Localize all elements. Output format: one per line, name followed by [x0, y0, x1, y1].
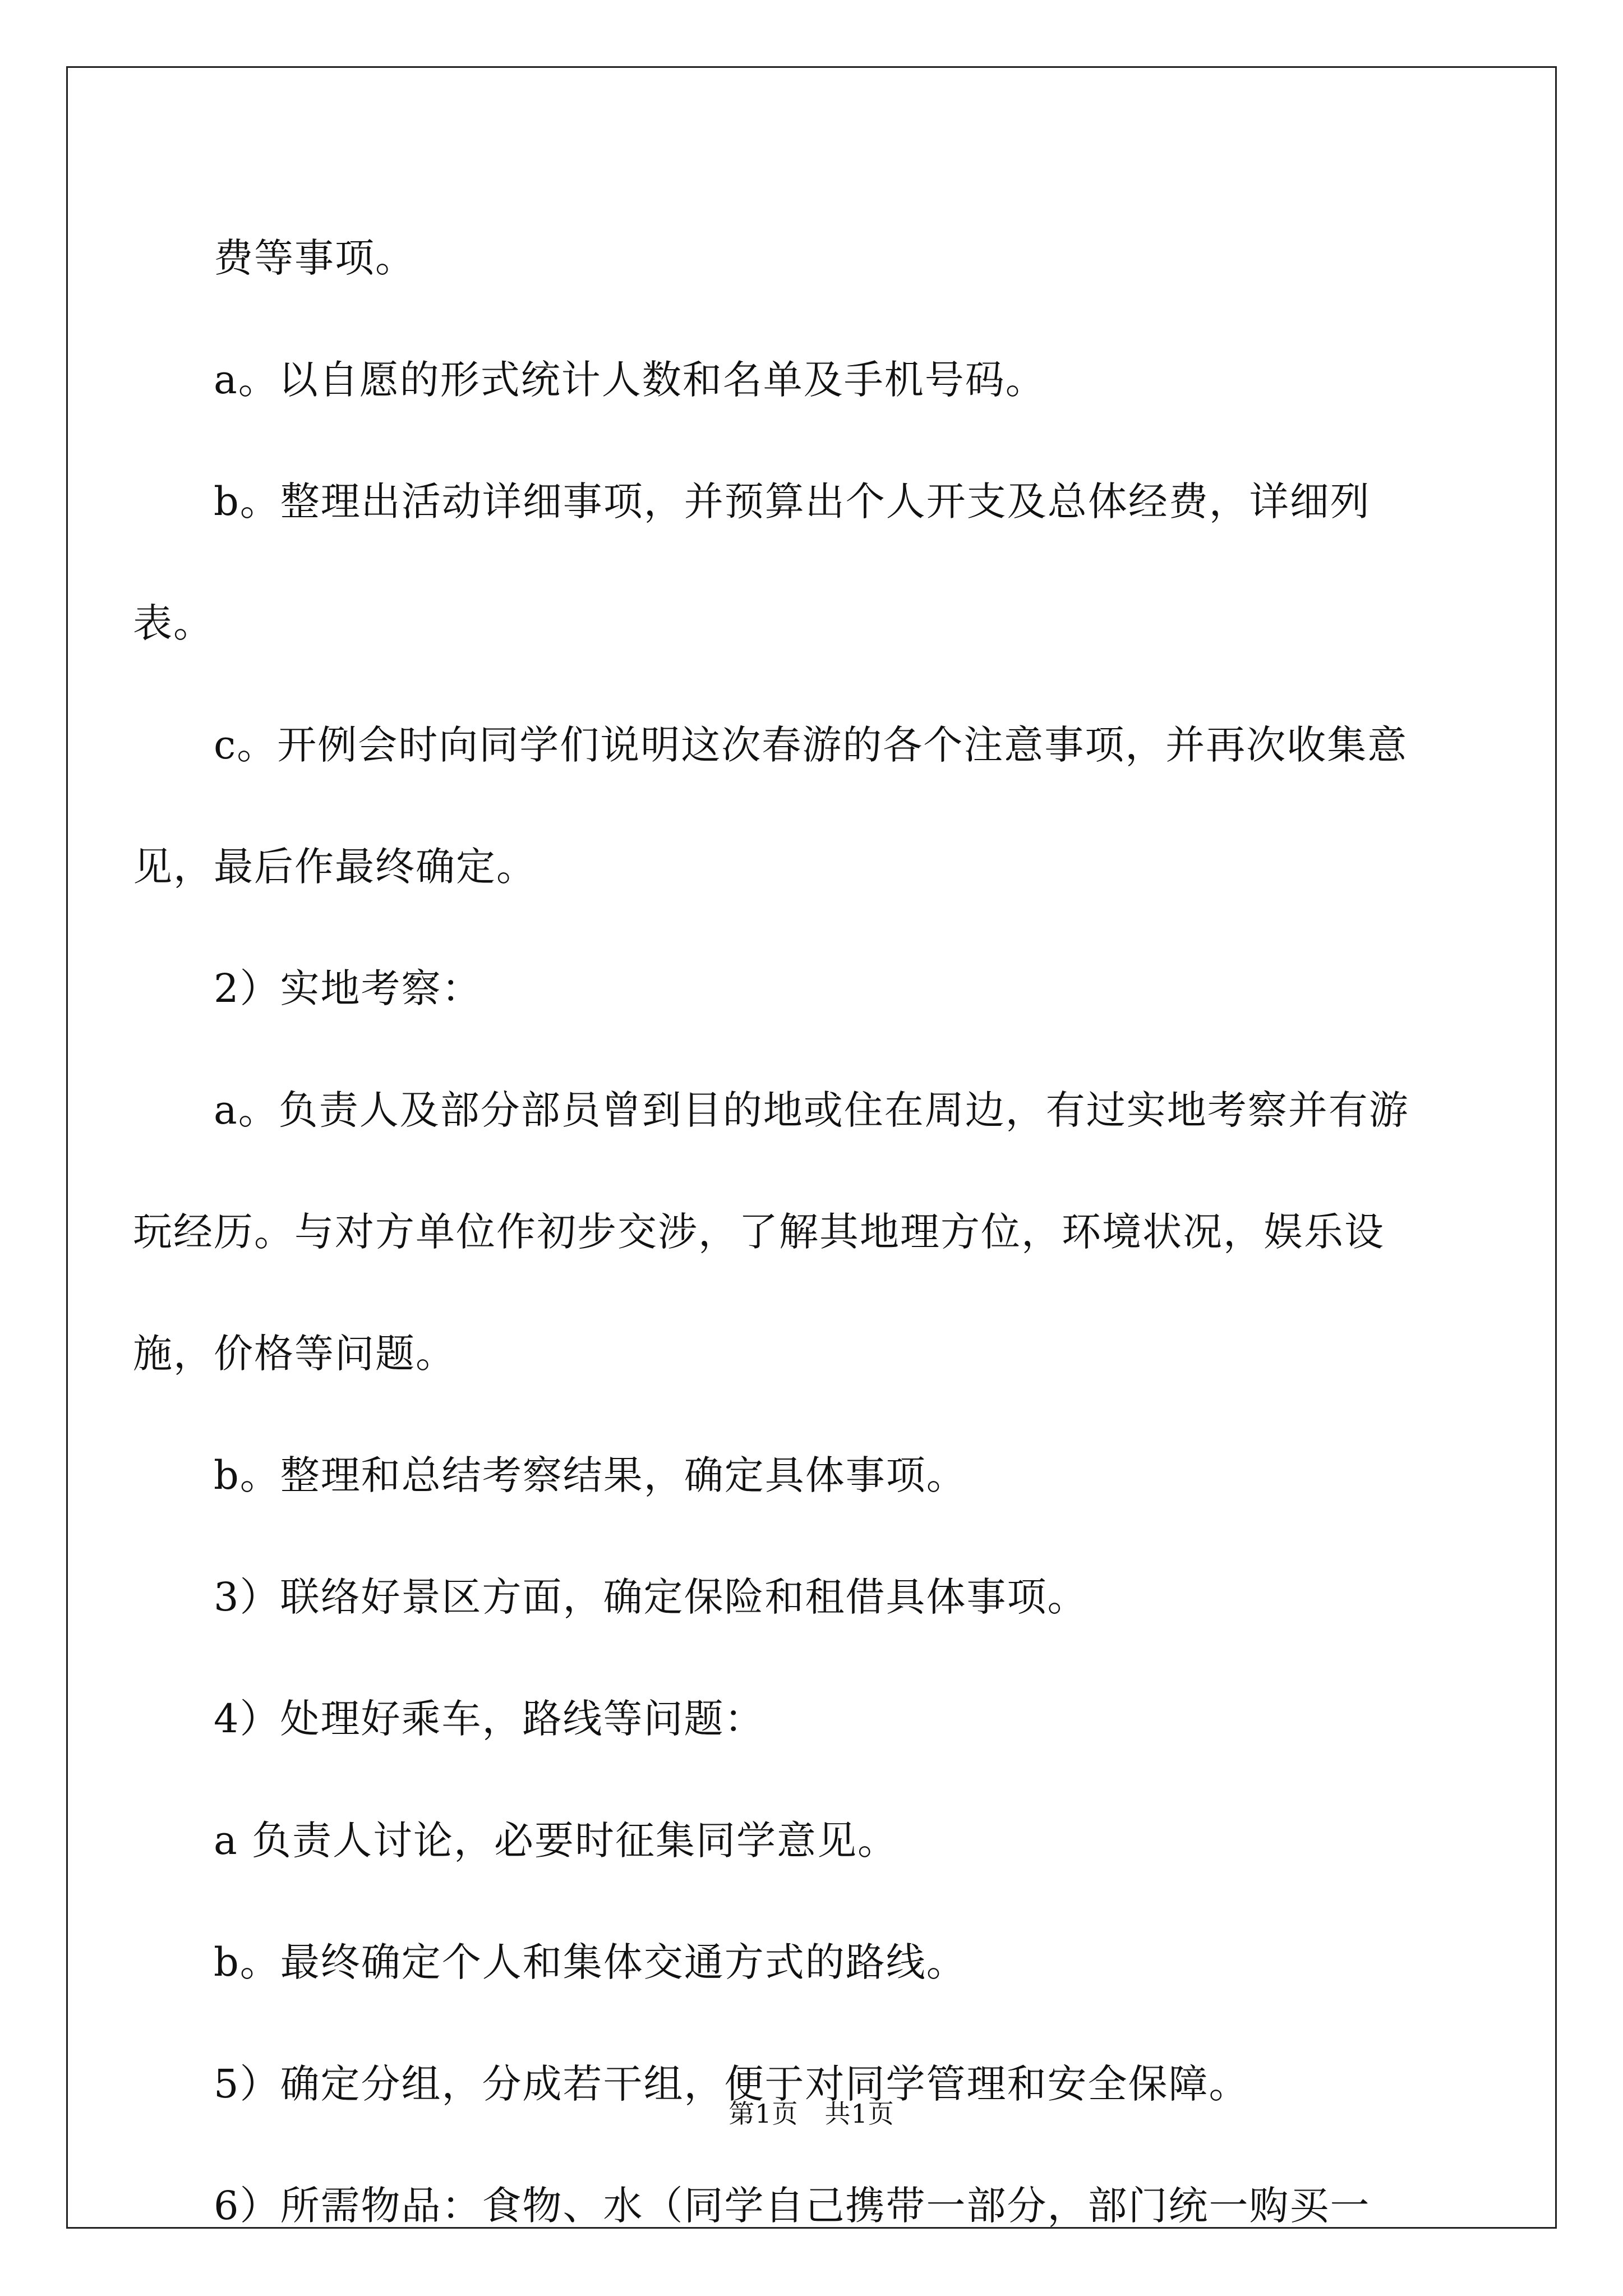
paragraph: a 负责人讨论，必要时征集同学意见。	[133, 1818, 898, 1864]
paragraph: a。以自愿的形式统计人数和名单及手机号码。	[133, 357, 1046, 403]
paragraph: b。整理和总结考察结果，确定具体事项。	[133, 1452, 967, 1498]
paragraph: a。负责人及部分部员曾到目的地或住在周边，有过实地考察并有游玩经历。与对方单位作初步交涉，了解其地理方位，环境状况，娱乐设施，价格等问题。	[133, 1087, 1409, 1377]
paragraph: 6）所需物品：食物、水（同学自己携带一部分，部门统一购买一	[133, 2183, 1371, 2229]
paragraph: b。整理出活动详细事项，并预算出个人开支及总体经费，详细列表。	[133, 478, 1371, 646]
paragraph: b。最终确定个人和集体交通方式的路线。	[133, 1939, 967, 1985]
paragraph: 2）实地考察：	[133, 965, 482, 1011]
paragraph: 费等事项。	[133, 235, 416, 281]
paragraph: 4）处理好乘车，路线等问题：	[133, 1696, 765, 1742]
paragraph: c。开例会时向同学们说明这次春游的各个注意事项，并再次收集意见，最后作最终确定。	[133, 722, 1408, 890]
paragraph: 5）确定分组，分成若干组，便于对同学管理和安全保障。	[133, 2061, 1249, 2107]
document-body	[133, 197, 1423, 2267]
paragraph: 3）联络好景区方面，确定保险和租借具体事项。	[133, 1574, 1088, 1620]
page-number-footer: 第1页 共1页	[728, 2099, 895, 2129]
